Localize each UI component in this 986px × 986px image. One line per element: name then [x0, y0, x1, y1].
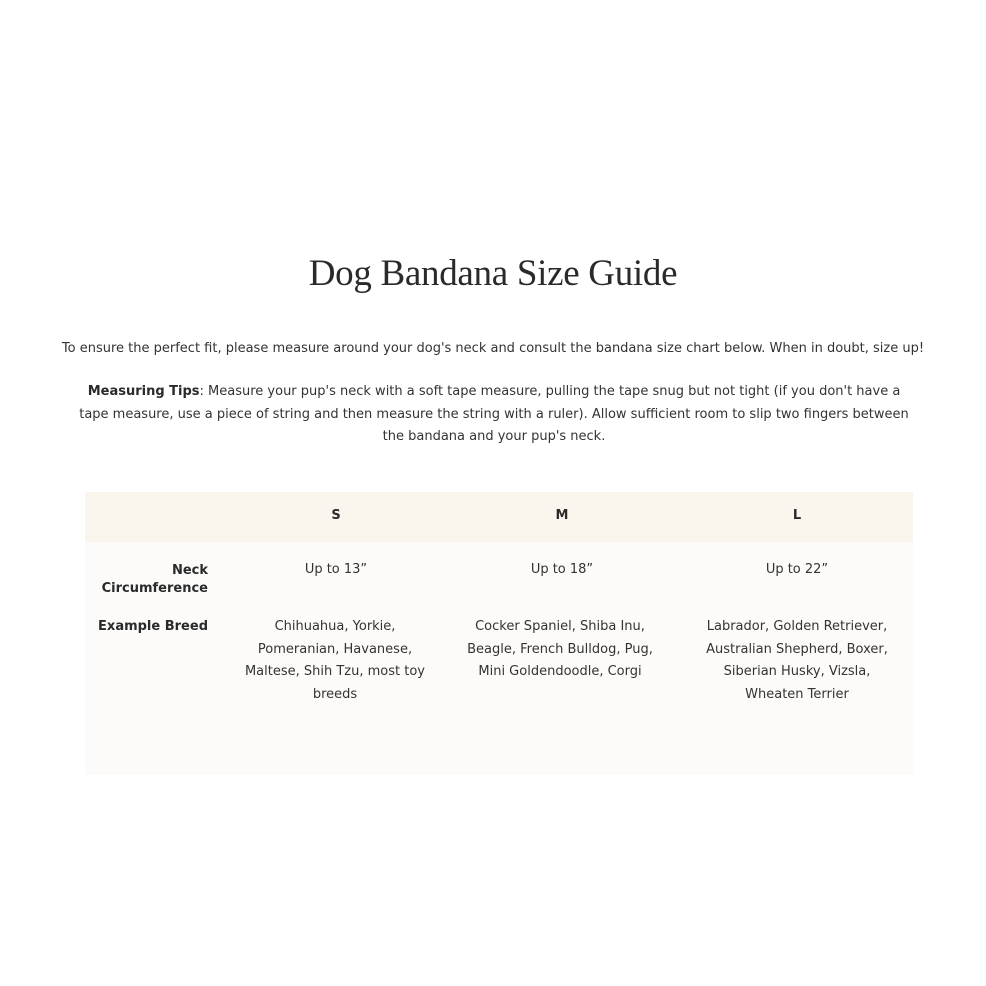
breed-value-s: Chihuahua, Yorkie, Pomeranian, Havanese, Maltese, Shih Tzu, most toy breeds: [244, 619, 426, 702]
measuring-tips-label: Measuring Tips: [87, 384, 200, 399]
measuring-tips: [78, 381, 910, 449]
size-header-m: M: [555, 508, 569, 523]
intro-text: To ensure the perfect fit, please measure around your dog's neck and consult the bandana size chart below. When in doubt, size up!: [61, 341, 925, 356]
size-table: [85, 492, 913, 775]
row-label-neck-text: Neck Circumference: [101, 563, 208, 596]
neck-value-l: Up to 22”: [765, 562, 829, 577]
neck-value-m: Up to 18”: [530, 562, 594, 577]
size-table-header: [85, 492, 913, 542]
page-title: Dog Bandana Size Guide: [308, 253, 678, 294]
size-header-s: S: [331, 508, 341, 523]
size-header-l: L: [792, 508, 802, 523]
breed-value-m: Cocker Spaniel, Shiba Inu, Beagle, French Bulldog, Pug, Mini Goldendoodle, Corgi: [467, 619, 653, 679]
neck-value-s: Up to 13”: [304, 562, 368, 577]
row-label-breed: Example Breed: [98, 619, 208, 634]
measuring-tips-text: : Measure your pup's neck with a soft tape measure, pulling the tape snug but not tight (if you don't have a tape measure, use a piece of string and then measure the string with a ruler). Allow sufficient room to slip two fingers between the bandana and your pup's neck.: [79, 384, 909, 444]
row-label-neck: [85, 562, 208, 598]
breed-value-l: Labrador, Golden Retriever, Australian Shepherd, Boxer, Siberian Husky, Vizsla, Wheaten Terrier: [706, 619, 888, 702]
